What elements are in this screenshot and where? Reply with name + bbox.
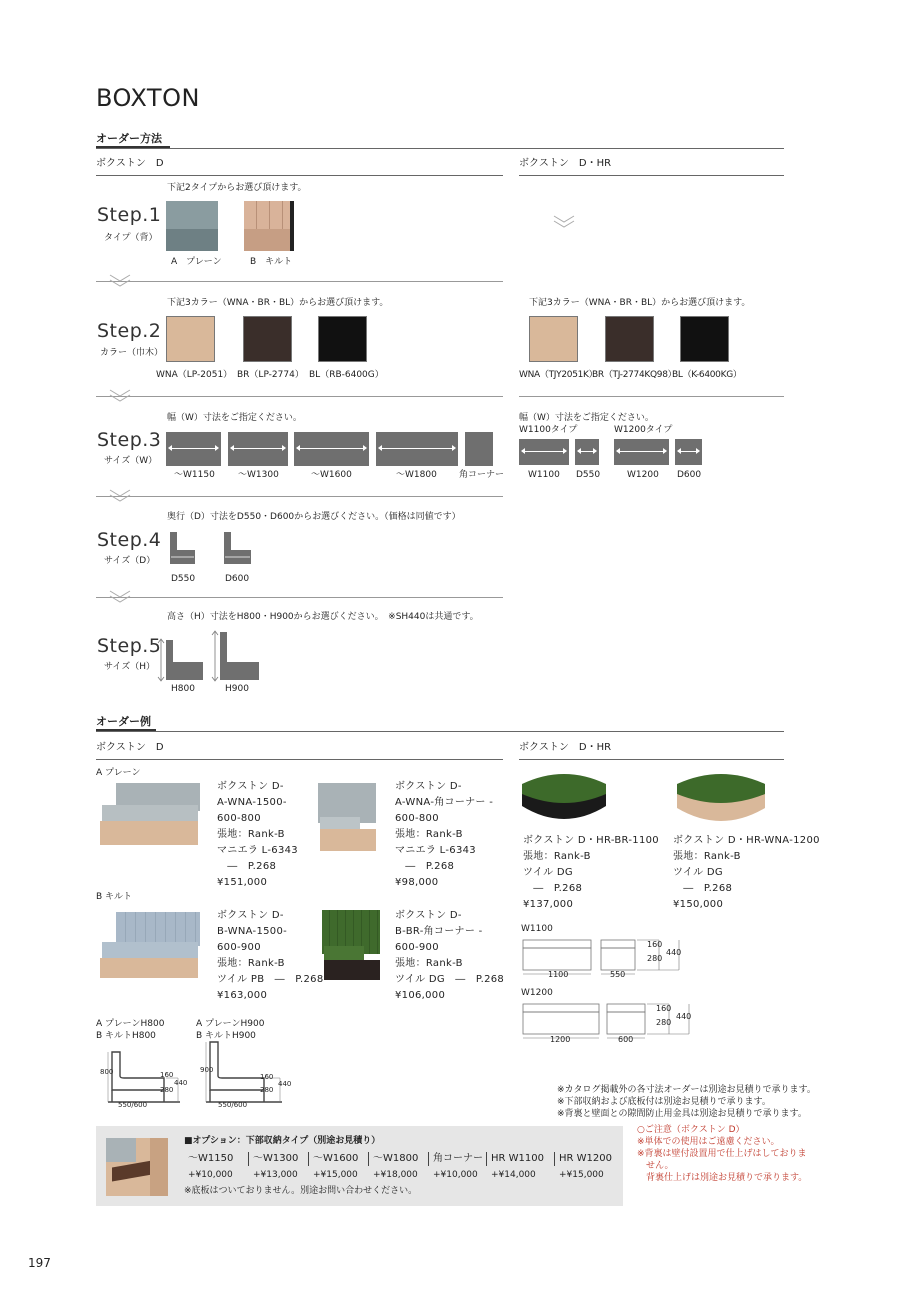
step1-sub: タイプ（背） — [104, 233, 158, 243]
h800-profile-image — [157, 634, 207, 682]
step3-sub: サイズ（W） — [104, 456, 158, 466]
w1200-bar — [614, 439, 669, 465]
divider — [519, 759, 784, 760]
w1300-bar — [228, 432, 288, 466]
bl-label: BL（RB-6400G） — [309, 370, 384, 380]
br-swatch — [605, 316, 654, 362]
side-left-l2: B キルトH800 — [96, 1031, 156, 1041]
dim-h3: 440 — [666, 948, 682, 957]
w1100-bar — [519, 439, 569, 465]
wna-label: WNA（TJY2051K） — [519, 370, 598, 380]
dim-c: 440 — [174, 1079, 188, 1087]
chevron-down-icon — [109, 388, 131, 402]
w1800-label: ～W1800 — [396, 470, 437, 480]
footnotes: ※カタログ掲載外の各寸法オーダーは別途お見積りで承ります。 ※下部収納および底板付は別途お見積りで承ります。 ※背裏と壁面との隙間防止用金具は別途お見積りで承ります。 — [557, 1085, 816, 1119]
option-a-label: A プレーン — [171, 257, 222, 267]
option-title: ■オプション：下部収納タイプ（別途お見積り） — [184, 1136, 381, 1146]
bl-label: BL（K-6400KG） — [672, 370, 742, 380]
option-b-label: B キルト — [250, 257, 293, 267]
chevron-down-icon — [109, 273, 131, 287]
w1800-bar — [376, 432, 458, 466]
step2-sub: カラー（巾木） — [100, 348, 164, 358]
dim-d: 550 — [610, 970, 626, 979]
h900-profile-image — [211, 630, 263, 682]
bl-swatch — [318, 316, 367, 362]
d550-label: D550 — [171, 574, 196, 584]
dim-b: 280 — [260, 1086, 274, 1094]
product-b-br-corner: ボクストン D- B-BR-角コーナー - 600-900 張地：Rank-B ツイル DG ― P.268 ¥106,000 — [395, 910, 505, 1001]
quilt-corner-image — [322, 910, 380, 980]
dim-h1: 160 — [647, 940, 663, 949]
w1200-dimension-diagram — [519, 1000, 701, 1046]
hr-wna-stool-image — [673, 770, 769, 828]
chevron-down-icon — [109, 488, 131, 502]
w1600-label: ～W1600 — [311, 470, 352, 480]
divider — [519, 175, 784, 176]
step5-sub: サイズ（H） — [104, 662, 156, 672]
w1150-bar — [166, 432, 221, 466]
dims-w1100-label: W1100 — [521, 924, 553, 934]
step4-sub: サイズ（D） — [104, 556, 156, 566]
w1200-type-label: W1200タイプ — [614, 425, 673, 435]
w1100-type-label: W1100タイプ — [519, 425, 578, 435]
w1300-label: ～W1300 — [238, 470, 279, 480]
step1-note: 下記2タイプからお選び頂けます。 — [167, 183, 307, 193]
d600-label: D600 — [677, 470, 702, 480]
dim-d: 550/600 — [218, 1101, 248, 1109]
w1100-label: W1100 — [528, 470, 560, 480]
storage-image — [106, 1138, 168, 1196]
step1-label: Step.1 — [97, 204, 162, 226]
dim-h: 800 — [100, 1068, 114, 1076]
w1200-label: W1200 — [627, 470, 659, 480]
step3-label: Step.3 — [97, 429, 162, 451]
divider — [96, 597, 503, 598]
quilt-bench-image — [98, 912, 200, 978]
plain-type-image — [166, 201, 218, 251]
wna-swatch — [166, 316, 215, 362]
quilt-type-image — [244, 201, 294, 251]
dim-w: 1200 — [550, 1035, 571, 1044]
corner-bar — [465, 432, 493, 466]
divider — [96, 148, 784, 149]
side-left-l1: A プレーンH800 — [96, 1019, 165, 1029]
wna-swatch — [529, 316, 578, 362]
d550-label: D550 — [576, 470, 601, 480]
divider — [96, 175, 503, 176]
option-note: ※底板はついておりません。別途お問い合わせください。 — [184, 1186, 418, 1196]
product-a-wna-1500: ボクストン D- A-WNA-1500- 600-800 張地：Rank-B マニエラ L-6343 ― P.268 ¥151,000 — [217, 781, 298, 888]
col-right-title: ボクストン D・HR — [519, 158, 612, 169]
dim-h2: 280 — [656, 1018, 672, 1027]
d550-profile-image — [168, 530, 198, 568]
example-col-left-title: ボクストン D — [96, 742, 164, 753]
caution-block: ○ご注意（ボクストン D） ※単体での使用はご遠慮ください。 ※背裏は壁付設置用で仕上げはしておりま せん。 背裏仕上げは別途お見積りで承ります。 — [637, 1125, 808, 1183]
step3-note-right: 幅（W）寸法をご指定ください。 — [519, 413, 654, 423]
product-b-wna-1500: ボクストン D- B-WNA-1500- 600-900 張地：Rank-B ツイル PB ― P.268 ¥163,000 — [217, 910, 324, 1001]
w1600-bar — [294, 432, 369, 466]
divider — [96, 759, 503, 760]
dims-w1200-label: W1200 — [521, 988, 553, 998]
corner-label: 角コーナー — [459, 470, 505, 480]
divider — [96, 281, 503, 282]
dim-w: 1100 — [548, 970, 569, 979]
step2-note-right: 下記3カラー（WNA・BR・BL）からお選び頂けます。 — [529, 298, 751, 308]
dim-d: 600 — [618, 1035, 634, 1044]
group-b-label: B キルト — [96, 892, 132, 902]
dim-h1: 160 — [656, 1004, 672, 1013]
w1150-label: ～W1150 — [174, 470, 215, 480]
dim-b: 280 — [160, 1086, 174, 1094]
step4-note: 奥行（D）寸法をD550・D600からお選びください。（価格は同値です） — [167, 512, 461, 522]
dim-c: 440 — [278, 1080, 292, 1088]
dim-a: 160 — [160, 1071, 174, 1079]
page-title: BOXTON — [96, 84, 200, 112]
chevron-down-icon — [553, 214, 575, 228]
dim-h: 900 — [200, 1066, 214, 1074]
wna-label: WNA（LP-2051） — [156, 370, 233, 380]
divider — [96, 396, 503, 397]
order-example-heading: オーダー例 — [96, 715, 151, 728]
divider — [96, 496, 503, 497]
col-left-title: ボクストン D — [96, 158, 164, 169]
d600-bar — [675, 439, 702, 465]
step3-note-left: 幅（W）寸法をご指定ください。 — [167, 413, 302, 423]
d550-bar — [575, 439, 599, 465]
br-swatch — [243, 316, 292, 362]
side-right-l2: B キルトH900 — [196, 1031, 256, 1041]
h800-label: H800 — [171, 684, 195, 694]
step2-note-left: 下記3カラー（WNA・BR・BL）からお選び頂けます。 — [167, 298, 389, 308]
h900-label: H900 — [225, 684, 249, 694]
w1100-dimension-diagram — [519, 936, 689, 982]
example-col-right-title: ボクストン D・HR — [519, 742, 612, 753]
dim-h2: 280 — [647, 954, 663, 963]
side-right-l1: A プレーンH900 — [196, 1019, 265, 1029]
group-a-label: A プレーン — [96, 768, 141, 778]
divider — [519, 396, 784, 397]
step4-label: Step.4 — [97, 529, 162, 551]
option-box — [96, 1126, 623, 1206]
d600-label: D600 — [225, 574, 250, 584]
plain-bench-image — [98, 783, 200, 847]
step2-label: Step.2 — [97, 320, 162, 342]
br-label: BR（TJ-2774KQ98） — [592, 370, 677, 380]
dim-h3: 440 — [676, 1012, 692, 1021]
product-a-wna-corner: ボクストン D- A-WNA-角コーナー - 600-800 張地：Rank-B マニエラ L-6343 ― P.268 ¥98,000 — [395, 781, 494, 888]
step5-label: Step.5 — [97, 635, 162, 657]
step5-note: 高さ（H）寸法をH800・H900からお選びください。 ※SH440は共通です。 — [167, 612, 479, 622]
br-label: BR（LP-2774） — [237, 370, 304, 380]
h900-side-diagram — [198, 1040, 294, 1110]
product-hr-wna-1200: ボクストン D・HR-WNA-1200 張地：Rank-B ツイル DG ― P.268 ¥150,000 — [673, 835, 820, 910]
hr-br-stool-image — [518, 770, 610, 828]
page-number: 197 — [28, 1256, 51, 1270]
divider — [96, 731, 784, 732]
dim-a: 160 — [260, 1073, 274, 1081]
d600-profile-image — [222, 530, 254, 568]
bl-swatch — [680, 316, 729, 362]
option-prices: +¥10,000 +¥13,000 +¥15,000 +¥18,000 +¥10,000 +¥14,000 +¥15,000 — [188, 1170, 604, 1180]
option-sizes: ～W1150 ～W1300 ～W1600 ～W1800 角コーナー HR W1100 HR W1200 — [188, 1152, 620, 1166]
plain-corner-image — [318, 783, 376, 851]
chevron-down-icon — [109, 589, 131, 603]
product-hr-br-1100: ボクストン D・HR-BR-1100 張地：Rank-B ツイル DG ― P.268 ¥137,000 — [523, 835, 659, 910]
dim-d: 550/600 — [118, 1101, 148, 1109]
order-method-heading: オーダー方法 — [96, 132, 162, 145]
